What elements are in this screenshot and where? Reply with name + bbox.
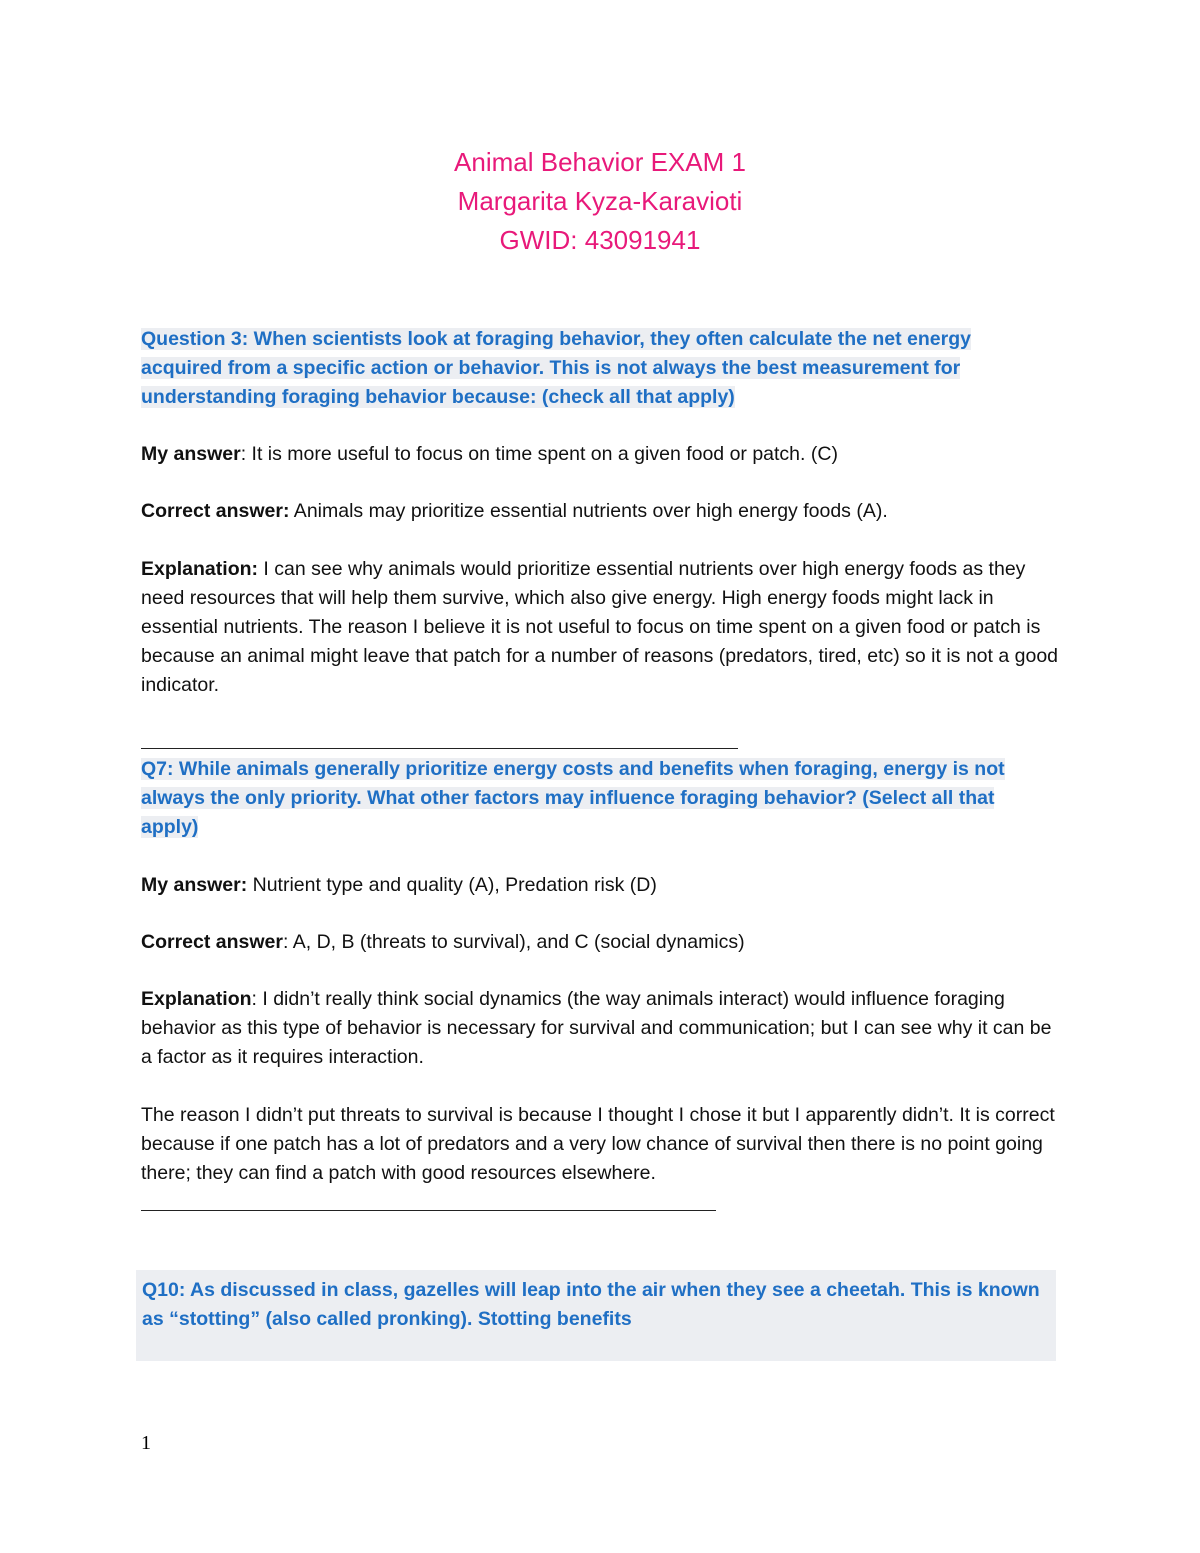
q7-explanation-label: Explanation — [141, 988, 252, 1010]
divider-2 — [141, 1210, 716, 1211]
q7-explanation — [141, 985, 1061, 1072]
q3-correct-label: Correct answer: — [141, 500, 290, 522]
page-number: 1 — [141, 1432, 151, 1454]
q10-question-text: Q10: As discussed in class, gazelles will leap into the air when they see a cheetah. This is known as “stotting” (also called pronking). Stotting benefits — [142, 1279, 1040, 1330]
q3-correct-answer — [141, 497, 1061, 526]
student-id: GWID: 43091941 — [499, 225, 701, 255]
q7-question-text: Q7: While animals generally prioritize energy costs and benefits when foraging, energy is not always the only priority. What other factors may influence foraging behavior? (Select all that apply) — [141, 758, 1005, 838]
q7-explanation-continued: The reason I didn’t put threats to survival is because I thought I chose it but I apparently didn’t. It is correct because if one patch has a lot of predators and a very low chance of survival then there is no point going there; they can find a patch with good resources elsewhere. — [141, 1104, 1055, 1184]
q7-question — [141, 755, 1051, 842]
q7-correct-label: Correct answer — [141, 931, 283, 953]
q7-my-answer-label: My answer: — [141, 874, 248, 896]
q3-correct-text: Animals may prioritize essential nutrients over high energy foods (A). — [289, 500, 888, 522]
q3-question — [141, 325, 1021, 412]
q7-correct-answer — [141, 928, 1061, 957]
q3-explanation — [141, 555, 1061, 700]
q3-explanation-text: I can see why animals would prioritize essential nutrients over high energy foods as they need resources that will help them survive, which also give energy. High energy foods might lack in essential nutrients. The reason I believe it is not useful to focus on time spent on a given food or patch is because an animal might leave that patch for a number of reasons (predators, tired, etc) so it is not a good indicator. — [141, 558, 1059, 696]
q7-correct-text: : A, D, B (threats to survival), and C (social dynamics) — [282, 931, 745, 953]
q3-explanation-label: Explanation: — [141, 558, 259, 580]
q7-my-answer — [141, 871, 1061, 900]
exam-title: Animal Behavior EXAM 1 — [454, 147, 746, 177]
q7-my-answer-text: Nutrient type and quality (A), Predation risk (D) — [247, 874, 657, 896]
q3-my-answer-label: My answer — [141, 443, 241, 465]
divider-1 — [141, 748, 738, 749]
q3-question-text: Question 3: When scientists look at foraging behavior, they often calculate the net energy acquired from a specific action or behavior. This is not always the best measurement for understanding foraging behavior because: (check all that apply) — [141, 328, 971, 408]
q7-explanation-text: : I didn’t really think social dynamics (the way animals interact) would influence foraging behavior as this type of behavior is necessary for survival and communication; but I can see why it can be a factor as it requires interaction. — [141, 988, 1052, 1068]
student-name: Margarita Kyza-Karavioti — [457, 186, 743, 216]
title-block — [0, 143, 1200, 260]
q3-my-answer-text: : It is more useful to focus on time spent on a given food or patch. (C) — [240, 443, 838, 465]
q3-my-answer — [141, 440, 1061, 469]
q10-shaded-box — [136, 1270, 1056, 1361]
